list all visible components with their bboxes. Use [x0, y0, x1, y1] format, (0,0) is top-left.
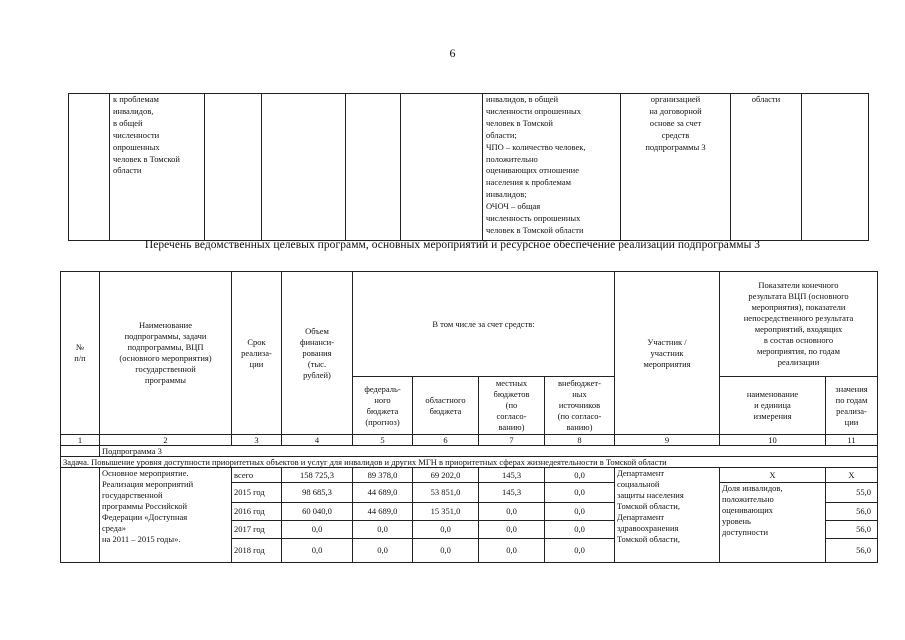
indicator-name: Доля инвалидов, положительно оценивающих уровень доступности: [720, 483, 826, 563]
col-number: 11: [826, 435, 878, 446]
col-number: 8: [545, 435, 615, 446]
cell: [802, 94, 869, 241]
federal-cell: 0,0: [353, 539, 413, 563]
col-number: 7: [479, 435, 545, 446]
header-including: В том числе за счет средств:: [353, 272, 615, 377]
cell: [69, 94, 110, 241]
volume-cell: 98 685,3: [282, 483, 353, 503]
volume-cell: 60 040,0: [282, 503, 353, 521]
term-cell: 2018 год: [232, 539, 282, 563]
col-number: 6: [413, 435, 479, 446]
cell: [346, 94, 401, 241]
value-cell: 55,0: [826, 483, 878, 503]
empty-cell: [61, 468, 100, 563]
empty-cell: [61, 446, 100, 457]
indicator-x-mark: Х: [720, 468, 826, 483]
offbudget-cell: 0,0: [545, 468, 615, 483]
header-volume: Объем финанси- рования (тыс. рублей): [282, 272, 353, 435]
header-num: № п/п: [61, 272, 100, 435]
term-cell: 2016 год: [232, 503, 282, 521]
header-indicators: Показатели конечного результата ВЦП (основного мероприятия), показатели непосредственного результата мероприятий, входящих в состав основного мероприятия, по годам реализации: [720, 272, 878, 377]
offbudget-cell: 0,0: [545, 539, 615, 563]
section-heading: Перечень ведомственных целевых программ, основных мероприятий и ресурсное обеспечение реализации подпрограммы 3: [144, 239, 761, 251]
resource-table: [60, 271, 878, 563]
regional-cell: 69 202,0: [413, 468, 479, 483]
column-numbers-row: [61, 435, 878, 446]
task-row: [61, 457, 878, 468]
value-cell: 56,0: [826, 521, 878, 539]
federal-cell: 0,0: [353, 521, 413, 539]
regional-cell: 53 851,0: [413, 483, 479, 503]
federal-cell: 44 689,0: [353, 483, 413, 503]
header-indicator-name: наименование и единица измерения: [720, 377, 826, 435]
col-number: 1: [61, 435, 100, 446]
offbudget-cell: 0,0: [545, 483, 615, 503]
term-cell: 2017 год: [232, 521, 282, 539]
cell: инвалидов, в общей численности опрошенных человек в Томской области; ЧПО – количество человек, положительно оценивающих отношение населения к проблемам инвалидов; ОЧОЧ – общая численность опрошенных человек в Томской области: [483, 94, 621, 241]
regional-cell: 15 351,0: [413, 503, 479, 521]
term-cell: 2015 год: [232, 483, 282, 503]
table-row: [61, 468, 878, 483]
col-number: 9: [615, 435, 720, 446]
term-cell: всего: [232, 468, 282, 483]
header-federal: федераль- ного бюджета (прогноз): [353, 377, 413, 435]
value-cell: 56,0: [826, 503, 878, 521]
local-cell: 0,0: [479, 539, 545, 563]
federal-cell: 89 378,0: [353, 468, 413, 483]
offbudget-cell: 0,0: [545, 521, 615, 539]
local-cell: 0,0: [479, 521, 545, 539]
value-cell: Х: [826, 468, 878, 483]
header-offbudget: внебюджет- ных источников (по согласо- ванию): [545, 377, 615, 435]
local-cell: 145,3: [479, 468, 545, 483]
volume-cell: 0,0: [282, 539, 353, 563]
value-cell: 56,0: [826, 539, 878, 563]
cell: к проблемам инвалидов, в общей численности опрошенных человек в Томской области: [110, 94, 205, 241]
local-cell: 0,0: [479, 503, 545, 521]
subprogram-label: Подпрограмма 3: [100, 446, 878, 457]
regional-cell: 0,0: [413, 521, 479, 539]
local-cell: 145,3: [479, 483, 545, 503]
header-name: Наименование подпрограммы, задачи подпрограммы, ВЦП (основного мероприятия) государственной программы: [100, 272, 232, 435]
continuation-table: [68, 93, 869, 241]
col-number: 10: [720, 435, 826, 446]
cell: [262, 94, 346, 241]
task-text: Задача. Повышение уровня доступности приоритетных объектов и услуг для инвалидов и других МГН в приоритетных сферах жизнедеятельности в Томской области: [61, 457, 878, 468]
volume-cell: 158 725,3: [282, 468, 353, 483]
header-local: местных бюджетов (по согласо- ванию): [479, 377, 545, 435]
volume-cell: 0,0: [282, 521, 353, 539]
header-participant: Участник / участник мероприятия: [615, 272, 720, 435]
offbudget-cell: 0,0: [545, 503, 615, 521]
regional-cell: 0,0: [413, 539, 479, 563]
header-regional: областного бюджета: [413, 377, 479, 435]
cell: [401, 94, 483, 241]
col-number: 5: [353, 435, 413, 446]
cell: [205, 94, 262, 241]
col-number: 2: [100, 435, 232, 446]
cell: организацией на договорной основе за счет средств подпрограммы 3: [621, 94, 731, 241]
page-number: 6: [449, 46, 456, 60]
header-indicator-values: значения по годам реализа- ции: [826, 377, 878, 435]
header-term: Срок реализа- ции: [232, 272, 282, 435]
col-number: 3: [232, 435, 282, 446]
event-name: Основное мероприятие. Реализация мероприятий государственной программы Российской Федерации «Доступная среда» на 2011 – 2015 годы».: [100, 468, 232, 563]
cell: области: [731, 94, 802, 241]
col-number: 4: [282, 435, 353, 446]
participant-text: Департамент социальной защиты населения Томской области, Департамент здравоохранения Томской области,: [615, 468, 720, 563]
federal-cell: 44 689,0: [353, 503, 413, 521]
subprogram-row: [61, 446, 878, 457]
